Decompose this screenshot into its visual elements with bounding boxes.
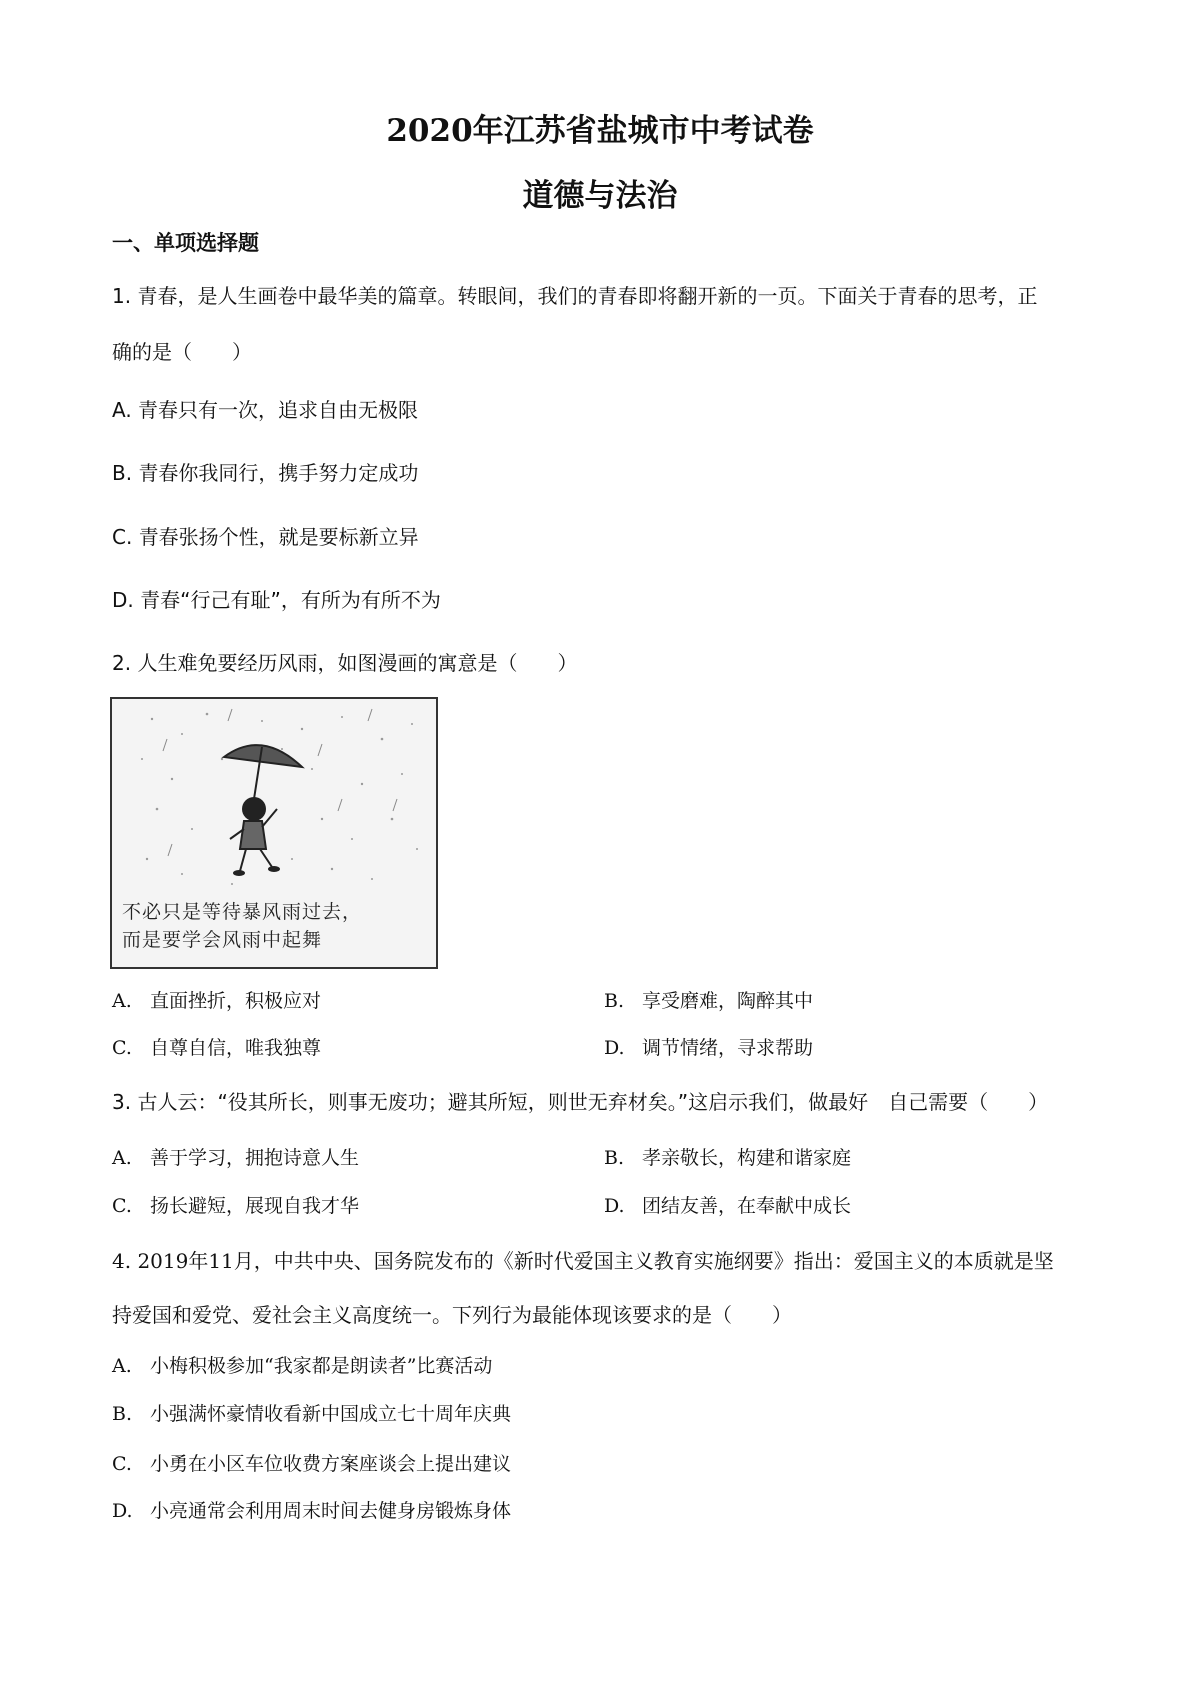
option-key: B. [112,461,133,485]
cartoon-caption-line2: 而是要学会风雨中起舞 [122,929,323,951]
q3-option-b[interactable] [604,1144,851,1172]
option-text: 青春“行己有耻”，有所为有所不为 [140,588,441,612]
q3-stem: 3. 古人云：“役其所长，则事无废功；避其所短，则世无弃材矣。”这启示我们，做最好 自己需要（ ） [112,1090,1049,1114]
q4-option-a[interactable] [112,1352,492,1380]
q1-option-c[interactable] [112,523,419,551]
option-key: D. [112,1500,133,1522]
option-key: D. [112,588,134,612]
q3-option-c[interactable] [112,1192,359,1220]
q4-option-c[interactable] [112,1450,511,1478]
q4-option-d[interactable] [112,1497,511,1525]
option-key: B. [112,1403,133,1425]
option-key: A. [112,990,132,1012]
option-text: 孝亲敬长，构建和谐家庭 [642,1147,852,1169]
option-text: 小勇在小区车位收费方案座谈会上提出建议 [150,1453,512,1475]
option-key: A. [112,1355,132,1377]
option-key: A. [112,398,132,422]
q1-stem-line2: 确的是（ ） [112,340,252,364]
q4-stem-line2: 持爱国和爱党、爱社会主义高度统一。下列行为最能体现该要求的是（ ） [112,1303,792,1327]
option-text: 团结友善，在奉献中成长 [642,1195,852,1217]
cartoon-caption-line1: 不必只是等待暴风雨过去， [122,901,363,923]
option-text: 小梅积极参加“我家都是朗读者”比赛活动 [150,1355,493,1377]
q1-option-d[interactable] [112,586,441,614]
option-text: 小强满怀豪情收看新中国成立七十周年庆典 [150,1403,512,1425]
subject-title: 道德与法治 [522,178,678,214]
option-text: 自尊自信，唯我独尊 [150,1037,322,1059]
option-key: C. [112,525,133,549]
q2-option-a[interactable] [112,987,321,1015]
option-text: 善于学习，拥抱诗意人生 [150,1147,360,1169]
q4-option-b[interactable] [112,1400,511,1428]
q1-option-a[interactable] [112,396,418,424]
option-text: 享受磨难，陶醉其中 [642,990,814,1012]
option-text: 青春你我同行，携手努力定成功 [138,461,419,485]
option-key: D. [604,1195,625,1217]
option-key: D. [604,1037,625,1059]
option-text: 调节情绪，寻求帮助 [642,1037,814,1059]
q3-option-d[interactable] [604,1192,851,1220]
option-key: C. [112,1195,132,1217]
option-key: B. [604,990,625,1012]
q4-stem-line1: 4. 2019年11月，中共中央、国务院发布的《新时代爱国主义教育实施纲要》指出：爱国主义的本质就是坚 [112,1249,1054,1273]
exam-title: 2020年江苏省盐城市中考试卷 [386,113,814,149]
cartoon-image [110,697,438,969]
q2-stem: 2. 人生难免要经历风雨，如图漫画的寓意是（ ） [112,651,578,675]
q3-option-a[interactable] [112,1144,359,1172]
option-text: 青春只有一次，追求自由无极限 [138,398,419,422]
q1-option-b[interactable] [112,459,418,487]
option-text: 青春张扬个性，就是要标新立异 [138,525,419,549]
q2-option-b[interactable] [604,987,813,1015]
option-text: 直面挫折，积极应对 [150,990,322,1012]
q2-option-c[interactable] [112,1034,321,1062]
section-heading: 一、单项选择题 [112,231,259,255]
option-text: 扬长避短，展现自我才华 [150,1195,360,1217]
option-key: C. [112,1037,132,1059]
option-key: B. [604,1147,625,1169]
option-key: C. [112,1453,132,1475]
q2-option-d[interactable] [604,1034,813,1062]
option-key: A. [112,1147,132,1169]
q1-stem-line1: 1. 青春，是人生画卷中最华美的篇章。转眼间，我们的青春即将翻开新的一页。下面关于青春的思考，正 [112,284,1038,308]
option-text: 小亮通常会利用周末时间去健身房锻炼身体 [150,1500,512,1522]
